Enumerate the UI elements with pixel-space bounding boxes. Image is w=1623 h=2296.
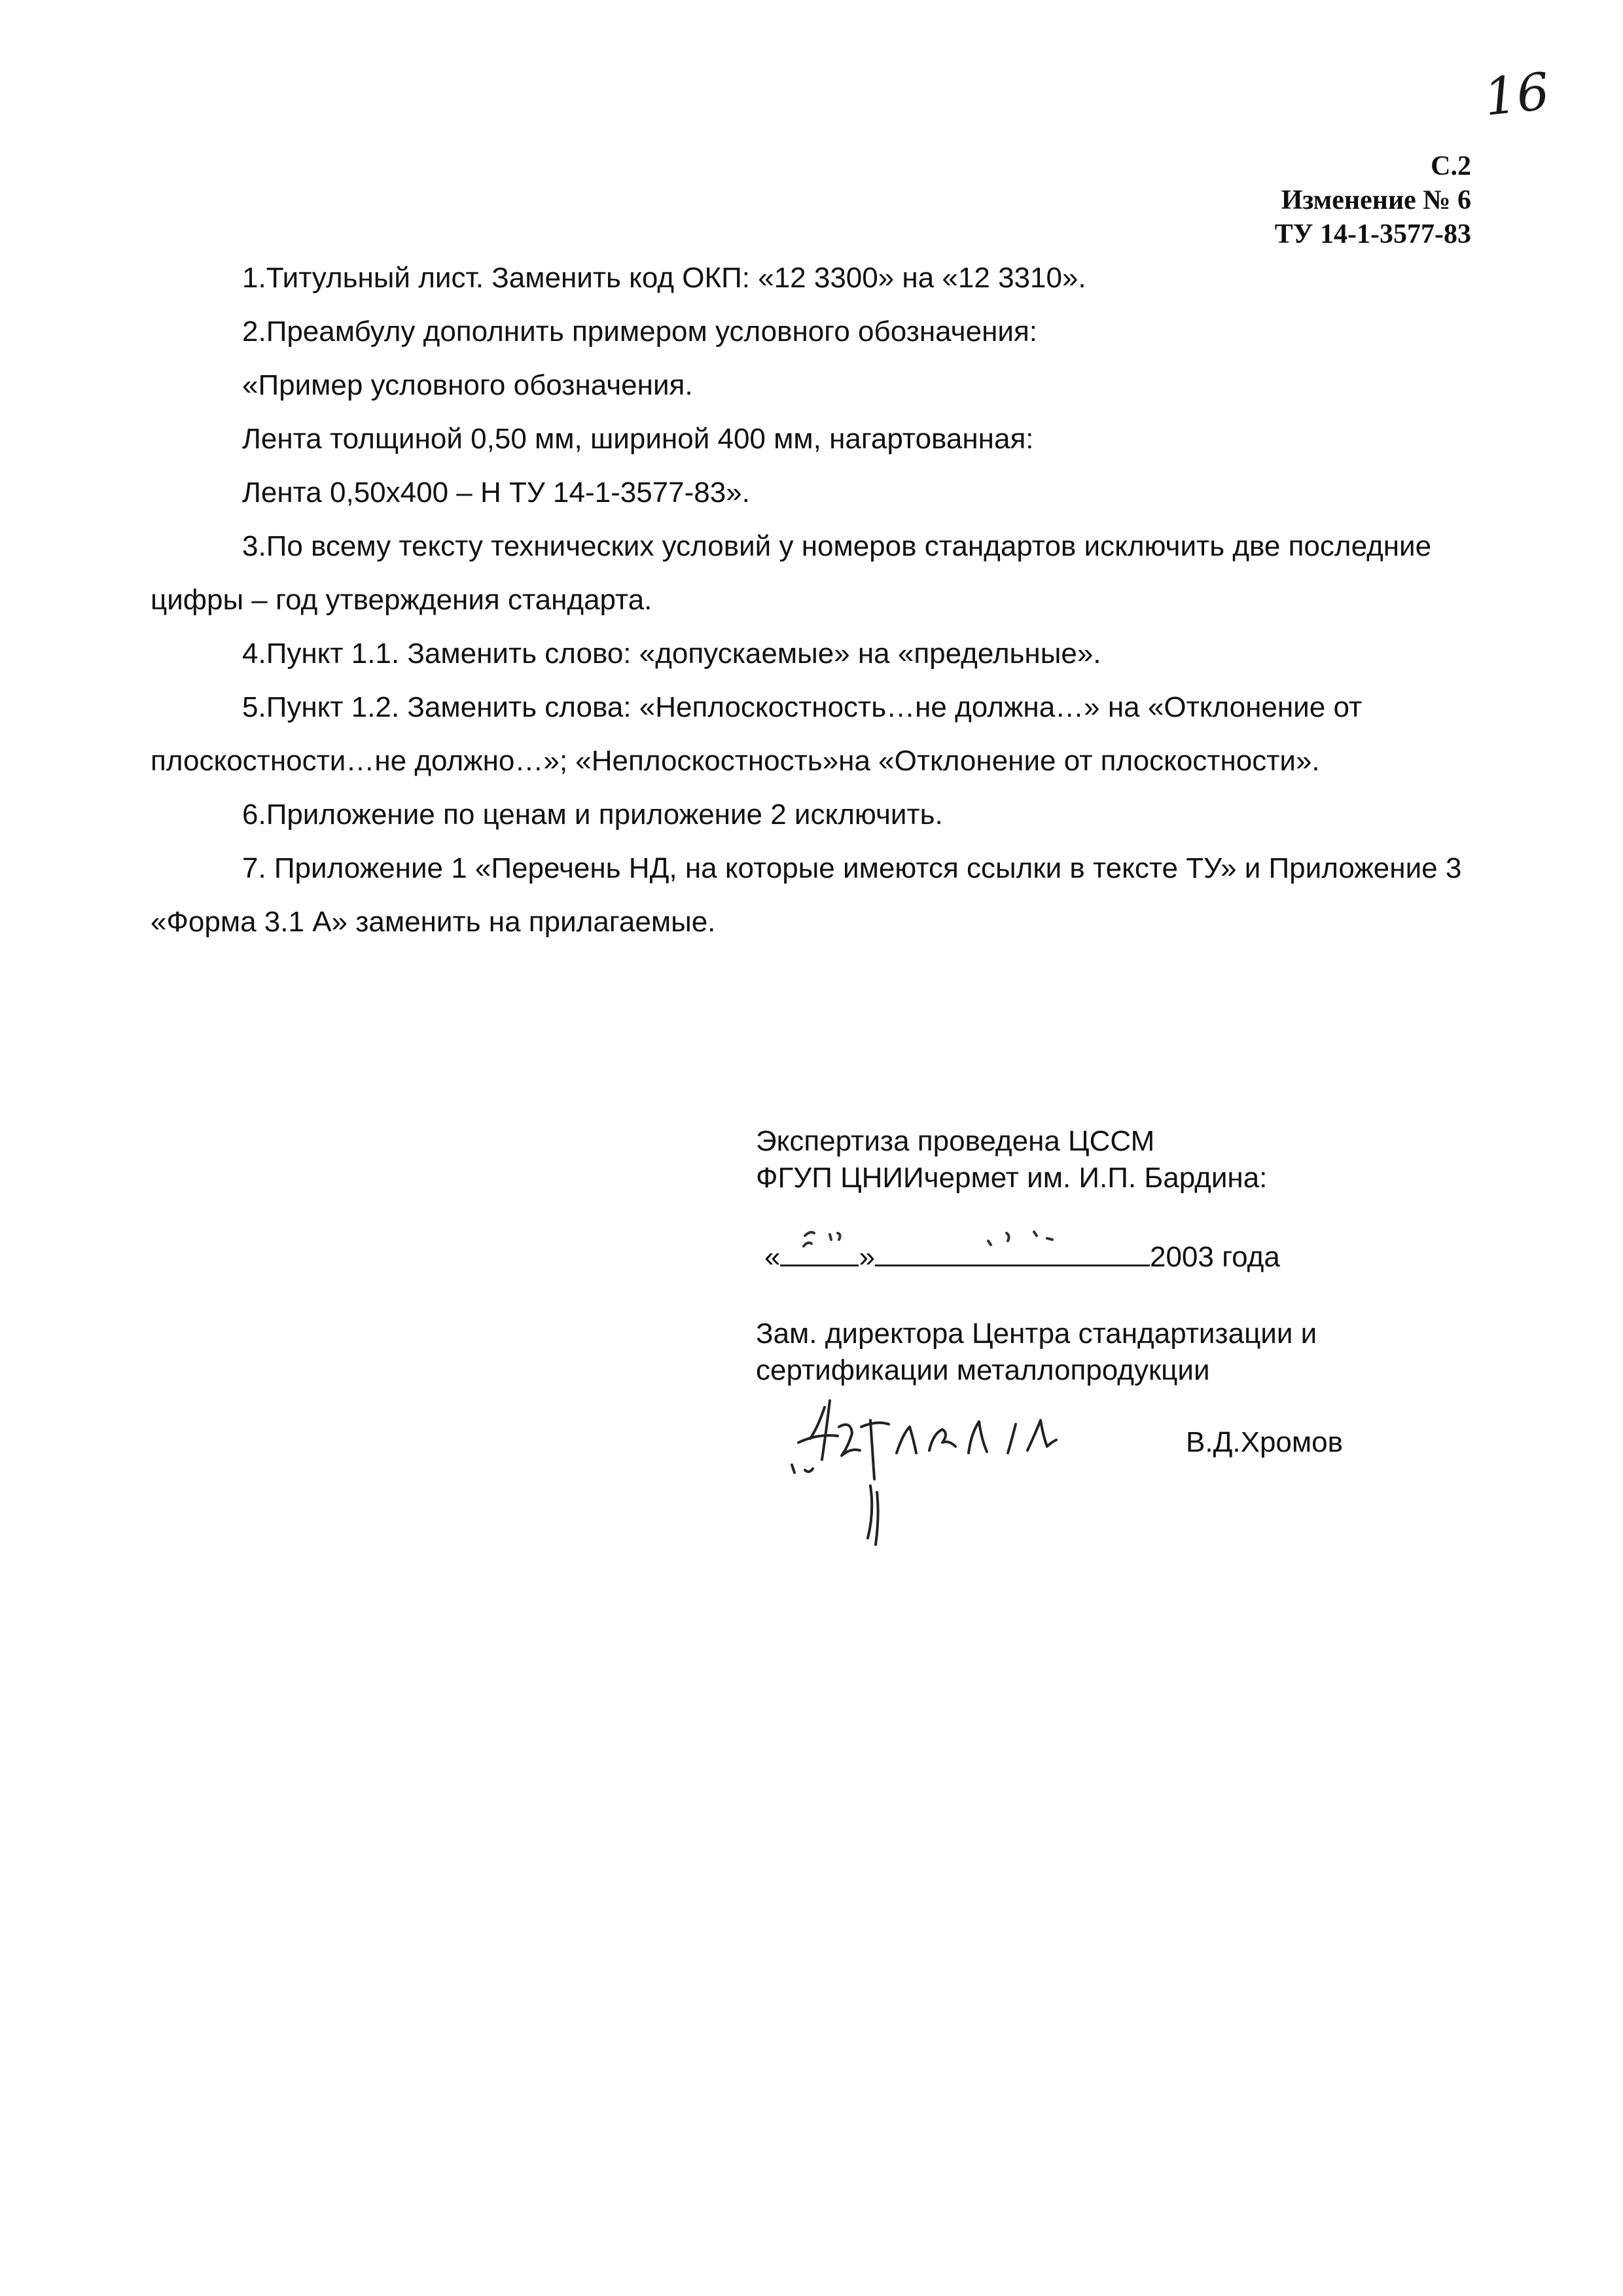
handwritten-day-mark [792,1221,864,1261]
handwritten-month-mark [975,1221,1073,1261]
expertise-block [756,1123,1267,1196]
item-1: 1.Титульный лист. Заменить код ОКП: «12 3300» на «12 3310». [242,262,1086,294]
handwritten-signature [779,1388,1086,1584]
position-block [756,1316,1317,1389]
year-text: 2003 года [1149,1241,1280,1273]
item-3: 3.По всему тексту технических условий у номеров стандартов исключить две последние цифры – год утверждения стандарта. [151,530,1432,616]
item-7: 7. Приложение 1 «Перечень НД, на которые имеются ссылки в тексте ТУ» и Приложение 3 «Форма 3.1 А» заменить на прилагаемые. [151,852,1462,938]
item-6: 6.Приложение по ценам и приложение 2 исключить. [242,798,943,831]
signer-name: В.Д.Хромов [1186,1426,1343,1458]
item-5: 5.Пункт 1.2. Заменить слова: «Неплоскостность…не должна…» на «Отклонение от плоскостности…не должно…»; «Неплоскостность»на «Отклонение от плоскостности». [151,691,1363,777]
open-quote: « [764,1241,781,1273]
page-label: С.2 [1431,151,1471,181]
item-2: 2.Преамбулу дополнить примером условного обозначения: [242,315,1038,348]
close-quote: » [859,1241,875,1273]
handwritten-page-number: 16 [1481,62,1552,128]
item-2-example-code: Лента 0,50х400 – Н ТУ 14-1-3577-83». [242,476,750,509]
change-label: Изменение № 6 [1281,185,1471,215]
item-4: 4.Пункт 1.1. Заменить слово: «допускаемые» на «предельные». [242,637,1101,670]
change-items [151,251,1479,949]
position-line-2: сертификации металлопродукции [756,1354,1210,1386]
position-line-1: Зам. директора Центра стандартизации и [756,1318,1317,1350]
expertise-line-1: Экспертиза проведена ЦССМ [756,1125,1155,1157]
spec-label: ТУ 14-1-3577-83 [1274,219,1471,249]
document-header [1275,149,1471,251]
item-2-example-title: «Пример условного обозначения. [242,369,693,401]
expertise-line-2: ФГУП ЦНИИчермет им. И.П. Бардина: [756,1162,1268,1194]
item-2-example-text: Лента толщиной 0,50 мм, шириной 400 мм, нагартованная: [242,423,1034,455]
